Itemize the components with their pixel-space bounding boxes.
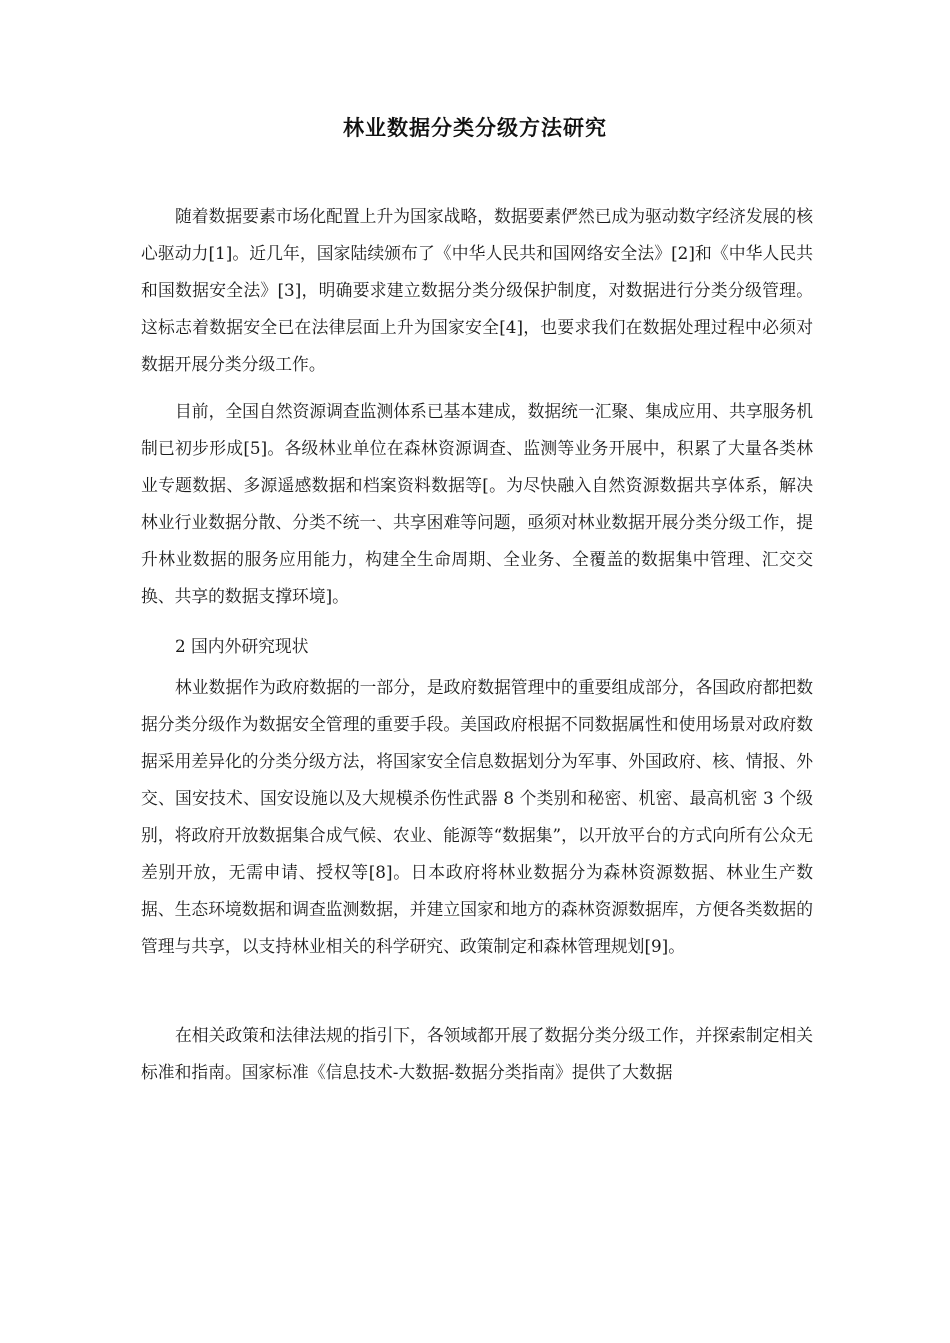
document-title: 林业数据分类分级方法研究 bbox=[343, 116, 607, 140]
paragraph-current-status: 目前，全国自然资源调查监测体系已基本建成，数据统一汇聚、集成应用、共享服务机制已初步形成[5]。各级林业单位在森林资源调查、监测等业务开展中，积累了大量各类林业专题数据、多源遥感数据和档案资料数据等[。为尽快融入自然资源数据共享体系，解决林业行业数据分散、分类不统一、共享困难等问题，亟须对林业数据开展分类分级工作，提升林业数据的服务应用能力，构建全生命周期、全业务、全覆盖的数据集中管理、汇交交换、共享的数据支撑环境]。 bbox=[141, 401, 813, 606]
paragraph-intro: 随着数据要素市场化配置上升为国家战略，数据要素俨然已成为驱动数字经济发展的核心驱动力[1]。近几年，国家陆续颁布了《中华人民共和国网络安全法》[2]和《中华人民共和国数据安全法》[3]，明确要求建立数据分类分级保护制度，对数据进行分类分级管理。这标志着数据安全已在法律层面上升为国家安全[4]，也要求我们在数据处理过程中必须对数据开展分类分级工作。 bbox=[141, 206, 813, 374]
paragraph-standards: 在相关政策和法律法规的指引下，各领域都开展了数据分类分级工作，并探索制定相关标准和指南。国家标准《信息技术-大数据-数据分类指南》提供了大数据 bbox=[141, 1025, 813, 1082]
paragraph-research-overview: 林业数据作为政府数据的一部分，是政府数据管理中的重要组成部分，各国政府都把数据分类分级作为数据安全管理的重要手段。美国政府根据不同数据属性和使用场景对政府数据采用差异化的分类分级方法，将国家安全信息数据划分为军事、外国政府、核、情报、外交、国安技术、国安设施以及大规模杀伤性武器 8 个类别和秘密、机密、最高机密 3 个级别，将政府开放数据集合成气候、农业、能源等“数据集”，以开放平台的方式向所有公众无差别开放，无需申请、授权等[8]。日本政府将林业数据分为森林资源数据、林业生产数据、生态环境数据和调查监测数据，并建立国家和地方的森林资源数据库，方便各类数据的管理与共享，以支持林业相关的科学研究、政策制定和森林管理规划[9]。 bbox=[141, 677, 813, 956]
section-heading: 2 国内外研究现状 bbox=[175, 636, 309, 656]
